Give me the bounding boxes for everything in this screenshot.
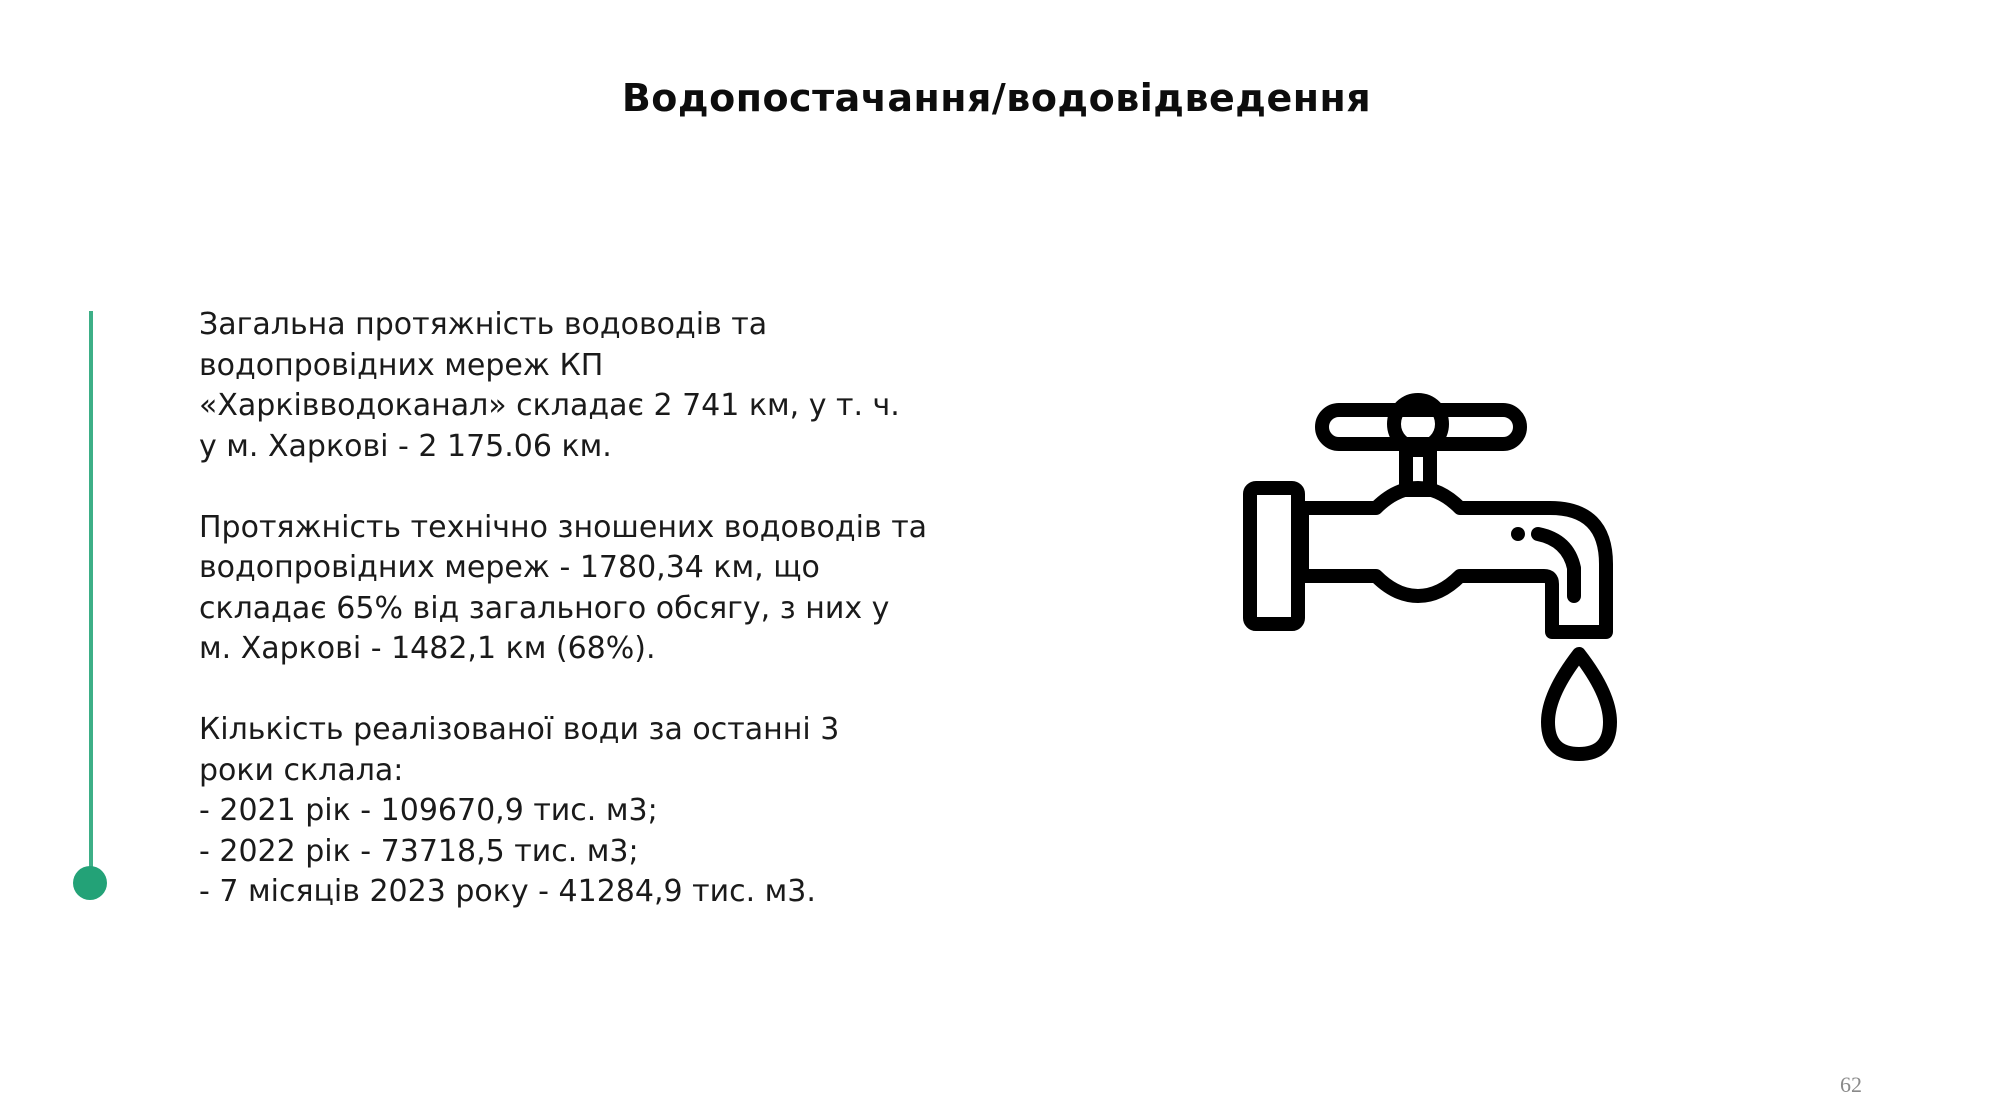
text-line: Кількість реалізованої води за останні 3 <box>199 712 840 747</box>
text-line: - 2021 рік - 109670,9 тис. м3; <box>199 793 658 828</box>
slide-body <box>199 305 979 913</box>
text-line: «Харківводоканал» складає 2 741 км, у т. ч. <box>199 388 900 423</box>
text-line: роки склала: <box>199 752 404 788</box>
water-tap-icon <box>1238 388 1618 768</box>
timeline-line <box>89 311 93 881</box>
text-line: у м. Харкові - 2 175.06 км. <box>199 428 612 464</box>
text-line: - 7 місяців 2023 року - 41284,9 тис. м3. <box>199 874 816 909</box>
text-line: водопровідних мереж - 1780,34 км, що <box>199 550 820 585</box>
timeline-dot <box>73 866 107 900</box>
paragraph-water-sold <box>199 710 979 913</box>
text-line: водопровідних мереж КП <box>199 347 604 383</box>
paragraph-network-length <box>199 305 979 467</box>
page-number: 62 <box>1840 1072 1862 1097</box>
text-line: - 2022 рік - 73718,5 тис. м3; <box>199 833 639 869</box>
slide-title: Водопостачання/водовідведення <box>621 76 1372 120</box>
text-line: Загальна протяжність водоводів та <box>199 307 768 342</box>
text-line: Протяжність технічно зношених водоводів та <box>199 509 928 545</box>
paragraph-worn-networks <box>199 508 979 670</box>
text-line: складає 65% від загального обсягу, з них у <box>199 590 890 626</box>
text-line: м. Харкові - 1482,1 км (68%). <box>199 631 656 666</box>
